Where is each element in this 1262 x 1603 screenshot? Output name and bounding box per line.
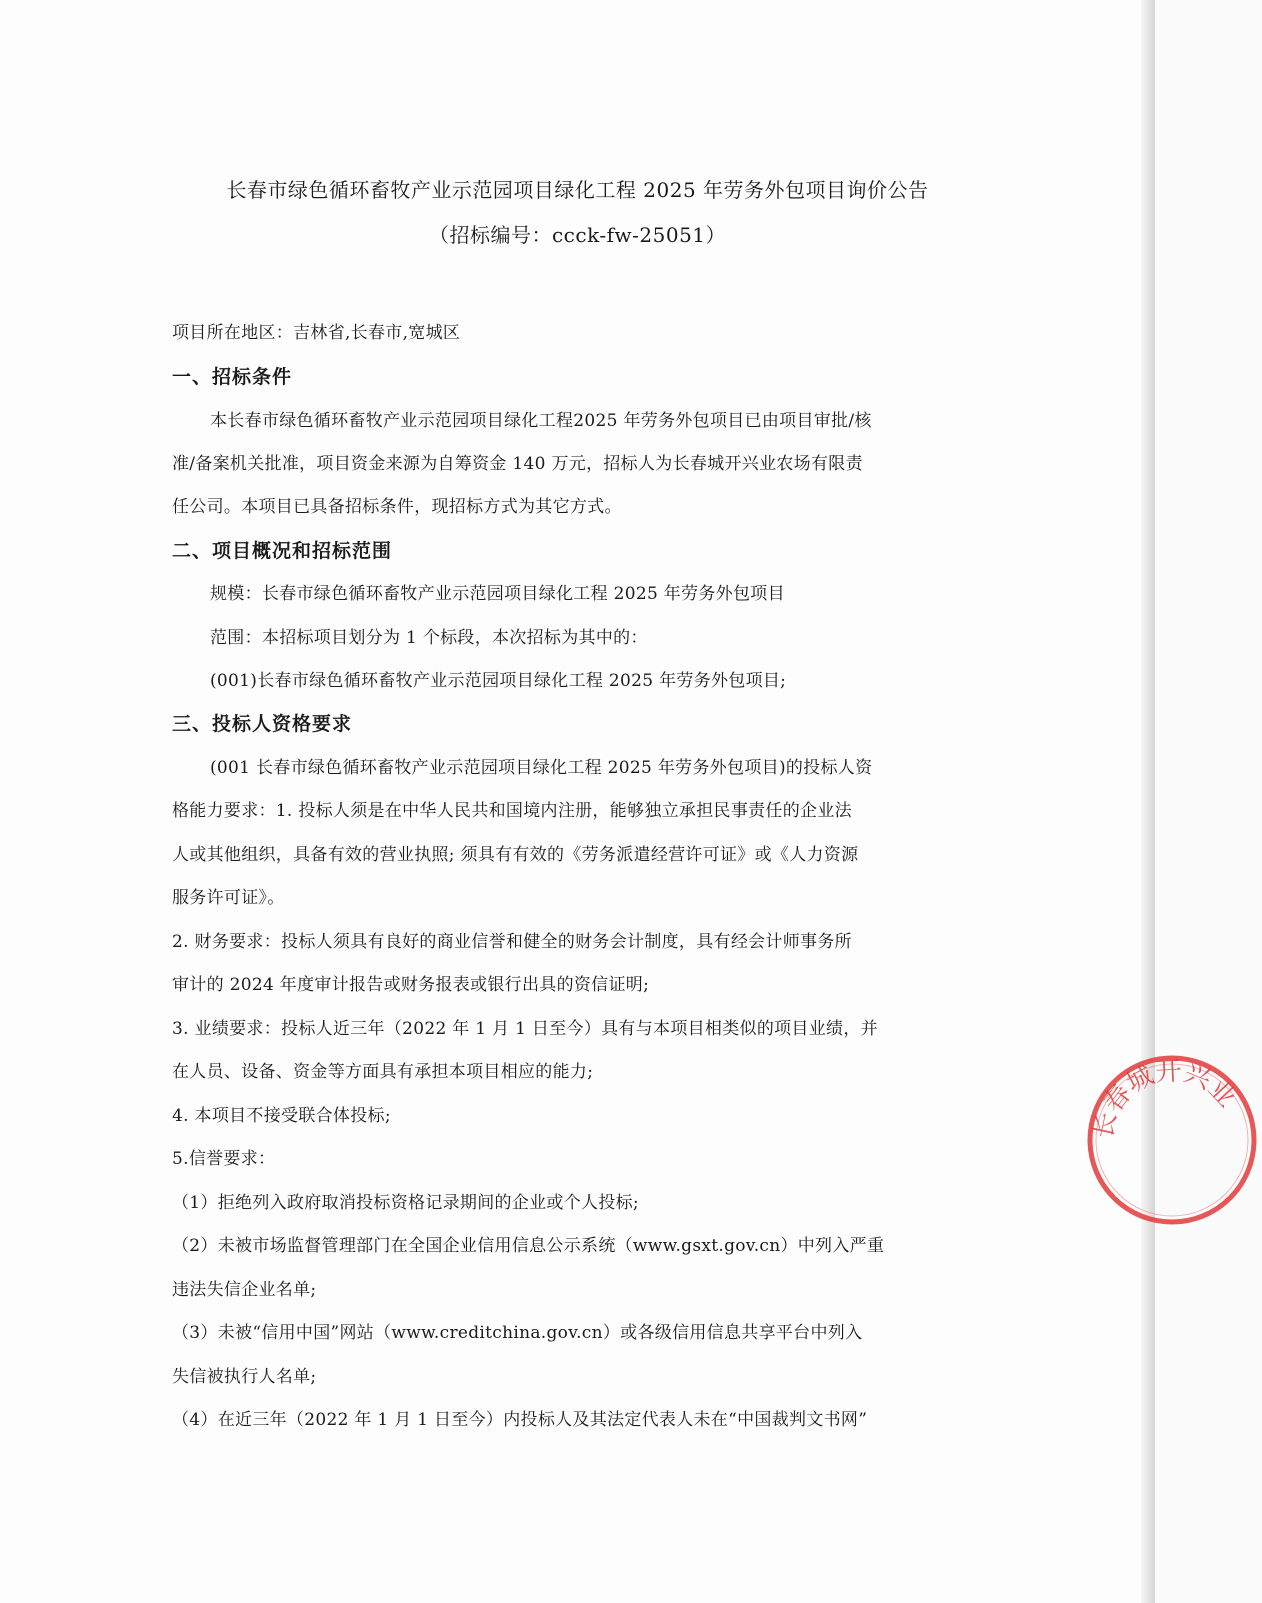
section-heading-1: 一、招标条件 (172, 366, 293, 388)
section-2-line-3: (001)长春市绿色循环畜牧产业示范园项目绿化工程 2025 年劳务外包项目; (210, 671, 787, 691)
section-3-line-1: (001 长春市绿色循环畜牧产业示范园项目绿化工程 2025 年劳务外包项目)的投标人资 (210, 758, 873, 778)
document-title: 长春市绿色循环畜牧产业示范园项目绿化工程 2025 年劳务外包项目询价公告 (226, 178, 929, 202)
section-3-line-7: 3. 业绩要求：投标人近三年（2022 年 1 月 1 日至今）具有与本项目相类似的项目业绩，并 (172, 1019, 878, 1039)
section-3-line-2: 格能力要求：1. 投标人须是在中华人民共和国境内注册，能够独立承担民事责任的企业法 (172, 801, 852, 821)
section-3-line-10: 5.信誉要求： (172, 1149, 276, 1169)
section-3-line-8: 在人员、设备、资金等方面具有承担本项目相应的能力; (172, 1062, 594, 1082)
section-3-line-14: （3）未被“信用中国”网站（www.creditchina.gov.cn）或各级信用信息共享平台中列入 (172, 1323, 863, 1343)
section-3-line-4: 服务许可证》。 (172, 888, 285, 908)
section-3-line-3: 人或其他组织，具备有效的营业执照; 须具有有效的《劳务派遣经营许可证》或《人力资源 (172, 845, 859, 865)
section-heading-3: 三、投标人资格要求 (172, 713, 353, 735)
section-1-line-3: 任公司。本项目已具备招标条件，现招标方式为其它方式。 (172, 497, 622, 517)
section-3-line-5: 2. 财务要求：投标人须具有良好的商业信誉和健全的财务会计制度，具有经会计师事务所 (172, 932, 852, 952)
seal-text: 长春城开兴业 (1088, 1056, 1242, 1142)
project-region: 项目所在地区：吉林省,长春市,宽城区 (172, 323, 461, 343)
section-3-line-15: 失信被执行人名单; (172, 1367, 317, 1387)
bid-number: （招标编号：ccck-fw-25051） (428, 223, 727, 247)
section-2-line-2: 范围：本招标项目划分为 1 个标段，本次招标为其中的： (210, 628, 648, 648)
svg-text:长春城开兴业 (1088, 1056, 1241, 1141)
section-3-line-12: （2）未被市场监督管理部门在全国企业信用信息公示系统（www.gsxt.gov.cn）中列入严重 (172, 1236, 885, 1256)
section-1-line-2: 准/备案机关批准，项目资金来源为自筹资金 140 万元，招标人为长春城开兴业农场有限责 (172, 454, 863, 474)
section-3-line-6: 审计的 2024 年度审计报告或财务报表或银行出具的资信证明; (172, 975, 650, 995)
section-3-line-16: （4）在近三年（2022 年 1 月 1 日至今）内投标人及其法定代表人未在“中国裁判文书网” (172, 1410, 868, 1430)
section-heading-2: 二、项目概况和招标范围 (172, 540, 393, 562)
section-3-line-11: （1）拒绝列入政府取消投标资格记录期间的企业或个人投标; (172, 1193, 639, 1213)
section-3-line-9: 4. 本项目不接受联合体投标; (172, 1106, 391, 1126)
company-seal-stamp (1082, 1050, 1262, 1230)
section-3-line-13: 违法失信企业名单; (172, 1280, 317, 1300)
section-1-line-1: 本长春市绿色循环畜牧产业示范园项目绿化工程2025 年劳务外包项目已由项目审批/核 (210, 411, 872, 431)
section-2-line-1: 规模：长春市绿色循环畜牧产业示范园项目绿化工程 2025 年劳务外包项目 (210, 584, 785, 604)
